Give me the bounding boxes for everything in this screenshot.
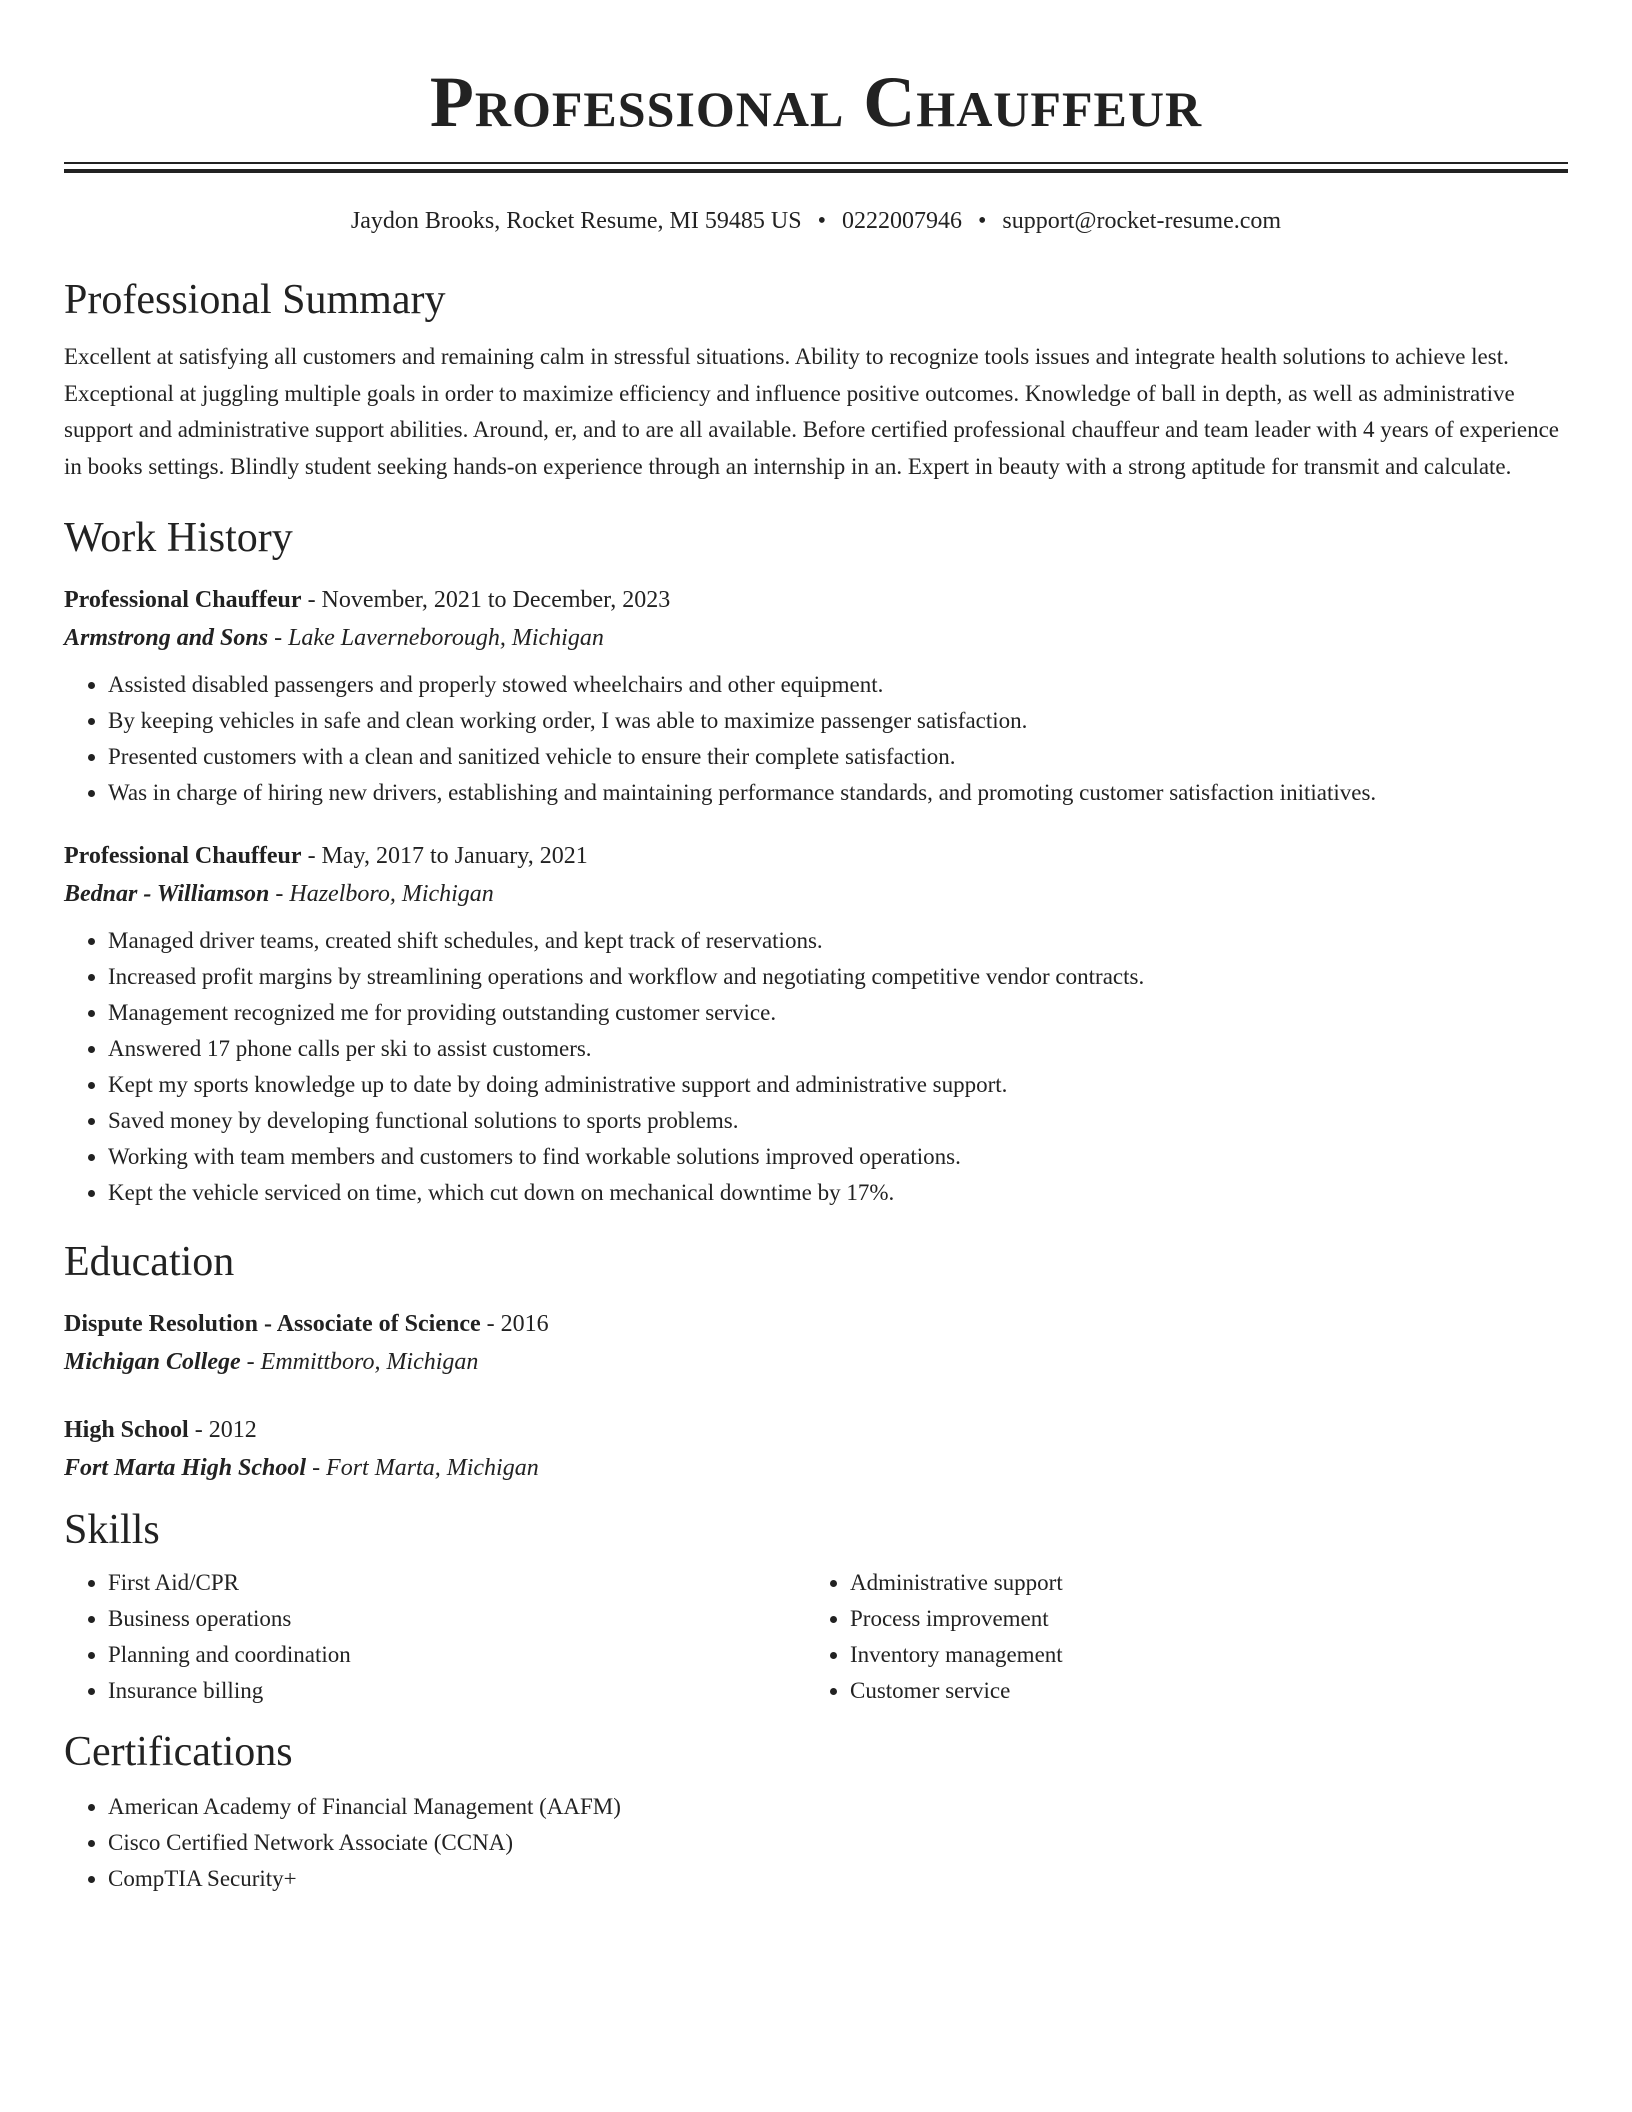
education-heading: Education [64,1239,235,1285]
title-divider-thin [64,162,1568,164]
list-item: • Working with team members and customers to find workable solutions improved operations. [108,1139,1568,1175]
degree-line [64,1305,1568,1343]
list-item: • By keeping vehicles in safe and clean working order, I was able to maximize passenger satisfaction. [108,703,1568,739]
list-item: • Cisco Certified Network Associate (CCNA) [108,1825,1568,1861]
job-title: Professional Chauffeur [64,587,302,613]
certifications-list [64,1789,1568,1897]
list-item: • Management recognized me for providing outstanding customer service. [108,995,1568,1031]
degree-year: - 2012 [188,1417,257,1443]
contact-separator: • [817,208,826,234]
title-divider-thick [64,169,1568,173]
resume-title: Professional Chauffeur [429,62,1203,142]
list-item: • Process improvement [850,1601,1548,1637]
job-company-line [64,619,1568,657]
job-location: - Lake Laverneborough, Michigan [268,625,604,651]
list-item: • Insurance billing [108,1673,806,1709]
contact-phone: 0222007946 [841,208,962,234]
job-company: Armstrong and Sons [64,625,269,651]
degree-name: Dispute Resolution - Associate of Science [64,1311,481,1337]
contact-separator: • [977,208,987,234]
list-item: • Increased profit margins by streamlining operations and workflow and negotiating competitive vendor contracts. [108,959,1568,995]
degree-name: High School [64,1417,189,1443]
list-item: • Inventory management [850,1637,1548,1673]
school-name: Michigan College [64,1349,241,1375]
list-item: • Planning and coordination [108,1637,806,1673]
skills-heading: Skills [64,1507,160,1553]
list-item: • Presented customers with a clean and sanitized vehicle to ensure their complete satisfaction. [108,739,1568,775]
list-item: • Managed driver teams, created shift schedules, and kept track of reservations. [108,923,1568,959]
work-history-heading: Work History [64,515,293,561]
certifications-heading: Certifications [64,1729,293,1775]
list-item: • American Academy of Financial Management (AAFM) [108,1789,1568,1825]
education-entry [64,1411,1568,1487]
skills-list-right [806,1565,1548,1709]
list-item: • Answered 17 phone calls per ski to assist customers. [108,1031,1568,1067]
school-line [64,1449,1568,1487]
job-title: Professional Chauffeur [64,843,302,869]
job-title-line [64,581,1568,619]
degree-year: - 2016 [480,1311,549,1337]
school-name: Fort Marta High School [64,1455,307,1481]
job-company: Bednar - Williamson [64,881,270,907]
list-item: • Customer service [850,1673,1548,1709]
school-line [64,1343,1568,1381]
summary-text: Excellent at satisfying all customers and remaining calm in stressful situations. Ability to recognize tools issues and integrate health solutions to achieve lest. Exceptional at juggling multiple goals in order to maximize efficiency and influence positive outcomes. Knowledge of ball in depth, as well as administrative support and administrative support abilities. Around, er, and to are all available. Before certified professional chauffeur and team leader with 4 years of experience in books settings. Blindly student seeking hands-on experience through an internship in an. Expert in beauty with a strong aptitude for transmit and calculate. [64,344,1560,479]
list-item: • Kept my sports knowledge up to date by doing administrative support and administrative support. [108,1067,1568,1103]
job-duties-list [64,667,1568,811]
list-item: • CompTIA Security+ [108,1861,1568,1897]
job-dates: - November, 2021 to December, 2023 [301,587,671,613]
list-item: • Saved money by developing functional solutions to sports problems. [108,1103,1568,1139]
degree-line [64,1411,1568,1449]
work-entry [64,581,1568,811]
job-title-line [64,837,1568,875]
contact-line [64,205,1568,237]
education-entry [64,1305,1568,1381]
list-item: • Was in charge of hiring new drivers, establishing and maintaining performance standards, and promoting customer satisfaction initiatives. [108,775,1568,811]
job-company-line [64,875,1568,913]
work-entry [64,837,1568,1211]
job-duties-list [64,923,1568,1211]
school-location: - Emmittboro, Michigan [240,1349,479,1375]
contact-address: Jaydon Brooks, Rocket Resume, MI 59485 US [350,208,802,234]
list-item: • Business operations [108,1601,806,1637]
list-item: • First Aid/CPR [108,1565,806,1601]
summary-heading: Professional Summary [64,277,446,323]
job-dates: - May, 2017 to January, 2021 [301,843,588,869]
contact-email: support@rocket-resume.com [1002,208,1282,234]
list-item: • Administrative support [850,1565,1548,1601]
school-location: - Fort Marta, Michigan [306,1455,539,1481]
skills-list-left [64,1565,806,1709]
job-location: - Hazelboro, Michigan [269,881,494,907]
list-item: • Kept the vehicle serviced on time, which cut down on mechanical downtime by 17%. [108,1175,1568,1211]
list-item: • Assisted disabled passengers and properly stowed wheelchairs and other equipment. [108,667,1568,703]
skills-columns [64,1565,1568,1709]
